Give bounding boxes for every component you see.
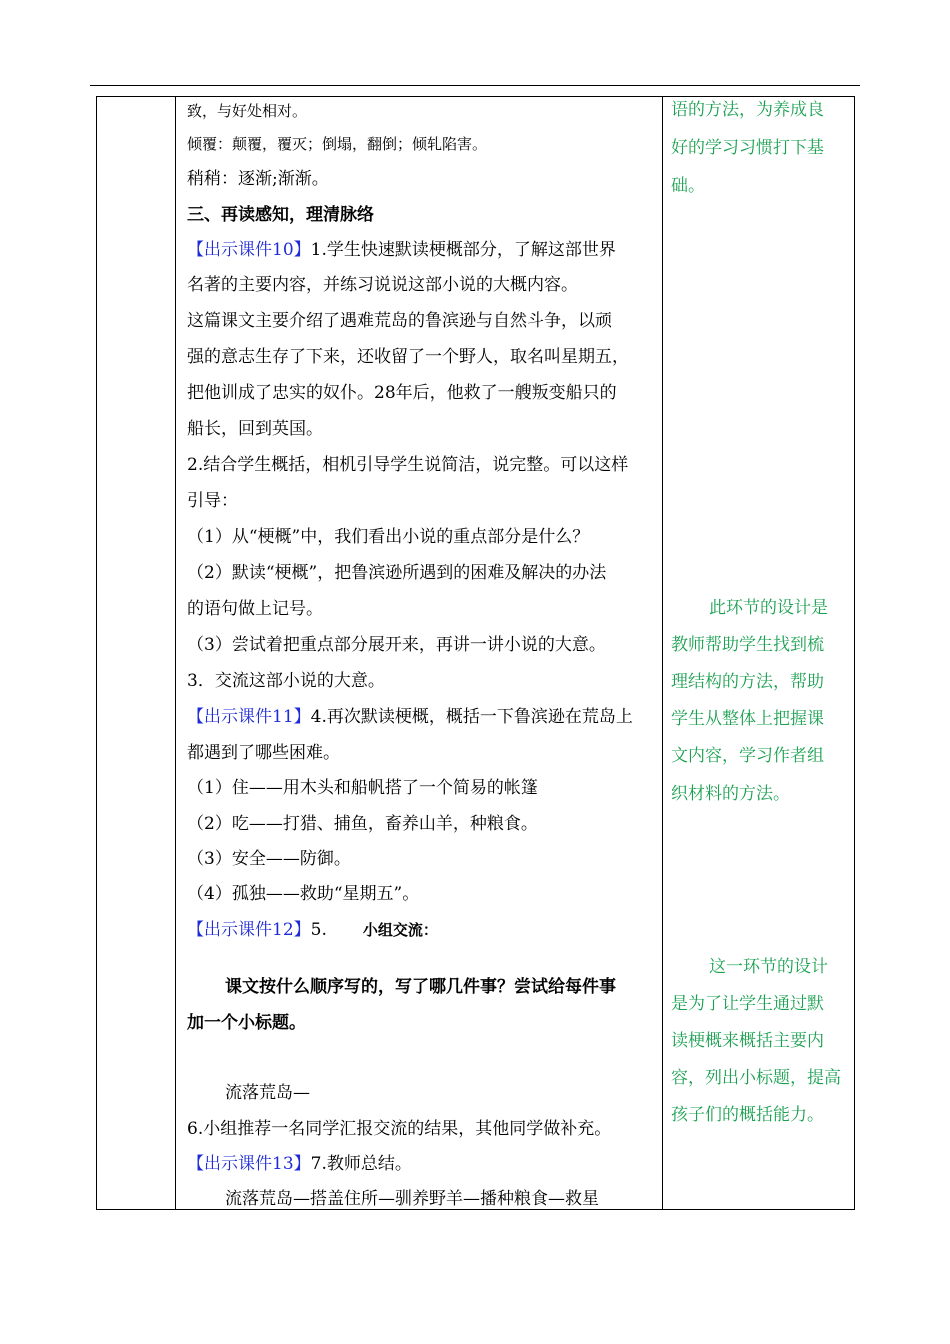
text-line: 名著的主要内容，并练习说说这部小说的大概内容。 (187, 275, 578, 295)
note-line: 是为了让学生通过默 (671, 994, 824, 1014)
text-line: 2.结合学生概括，相机引导学生说简洁，说完整。可以这样 (187, 455, 629, 475)
courseware-tag: 【出示课件13】 (187, 1154, 311, 1174)
note-line: 础。 (671, 176, 705, 196)
note-line: 织材料的方法。 (671, 784, 790, 804)
column-divider-right (662, 97, 663, 1209)
text-line: 致，与好处相对。 (187, 102, 308, 120)
discussion-question: 课文按什么顺序写的，写了哪几件事？尝试给每件事 (225, 977, 616, 997)
text-line: （1）住——用木头和船帆搭了一个简易的帐篷 (187, 778, 538, 798)
note-line: 好的学习习惯打下基 (671, 138, 824, 158)
column-divider-left (175, 97, 176, 1209)
note-line: 文内容，学习作者组 (671, 746, 824, 766)
text-line: （2）吃——打猎、捕鱼，畜养山羊，种粮食。 (187, 814, 538, 834)
text-line: （1）从“梗概”中，我们看出小说的重点部分是什么？ (187, 527, 590, 547)
note-line: 容，列出小标题，提高 (671, 1068, 841, 1088)
text-line: 的语句做上记号。 (187, 599, 323, 619)
courseware-tag: 【出示课件11】 (187, 707, 311, 727)
header-rule (90, 85, 860, 86)
note-line: 学生从整体上把握课 (671, 709, 824, 729)
text-line: 6.小组推荐一名同学汇报交流的结果，其他同学做补充。 (187, 1119, 612, 1139)
text-line: 【出示课件12】5. 小组交流： (187, 920, 438, 940)
text-line: 流落荒岛—搭盖住所—驯养野羊—播种粮食—救星 (225, 1189, 599, 1209)
text-line: 3．交流这部小说的大意。 (187, 671, 385, 691)
note-line: 教师帮助学生找到梳 (671, 635, 824, 655)
text-line: 流落荒岛— (225, 1083, 310, 1103)
text-line: 【出示课件10】1.学生快速默读梗概部分，了解这部世界 (187, 240, 616, 260)
note-line: 这一环节的设计 (709, 957, 828, 977)
text-line: 强的意志生存了下来，还收留了一个野人，取名叫星期五， (187, 347, 629, 367)
text-line: （3）尝试着把重点部分展开来，再讲一讲小说的大意。 (187, 635, 606, 655)
note-line: 读梗概来概括主要内 (671, 1031, 824, 1051)
text-line: 【出示课件11】4.再次默读梗概，概括一下鲁滨逊在荒岛上 (187, 707, 633, 727)
text-line: 这篇课文主要介绍了遇难荒岛的鲁滨逊与自然斗争，以顽 (187, 311, 612, 331)
text-line: （3）安全——防御。 (187, 849, 351, 869)
text-line: 都遇到了哪些困难。 (187, 743, 340, 763)
discussion-question: 加一个小标题。 (187, 1013, 306, 1033)
note-line: 此环节的设计是 (709, 598, 828, 618)
text-line: （4）孤独——救助“星期五”。 (187, 884, 420, 904)
text-line: 倾覆：颠覆，覆灭；倒塌，翻倒；倾轧陷害。 (187, 135, 488, 153)
note-line: 理结构的方法，帮助 (671, 672, 824, 692)
text-line: 【出示课件13】7.教师总结。 (187, 1154, 412, 1174)
note-line: 孩子们的概括能力。 (671, 1105, 824, 1125)
text-line: 稍稍：逐渐;渐渐。 (187, 169, 329, 189)
text-line: 引导： (187, 491, 238, 511)
courseware-tag: 【出示课件10】 (187, 240, 311, 260)
text-line: 船长，回到英国。 (187, 419, 323, 439)
text-line: 把他训成了忠实的奴仆。28年后，他救了一艘叛变船只的 (187, 383, 617, 403)
section-heading: 三、再读感知，理清脉络 (187, 205, 374, 225)
note-line: 语的方法，为养成良 (671, 100, 824, 120)
courseware-tag: 【出示课件12】 (187, 920, 311, 940)
text-line: （2）默读“梗概”，把鲁滨逊所遇到的困难及解决的办法 (187, 563, 607, 583)
